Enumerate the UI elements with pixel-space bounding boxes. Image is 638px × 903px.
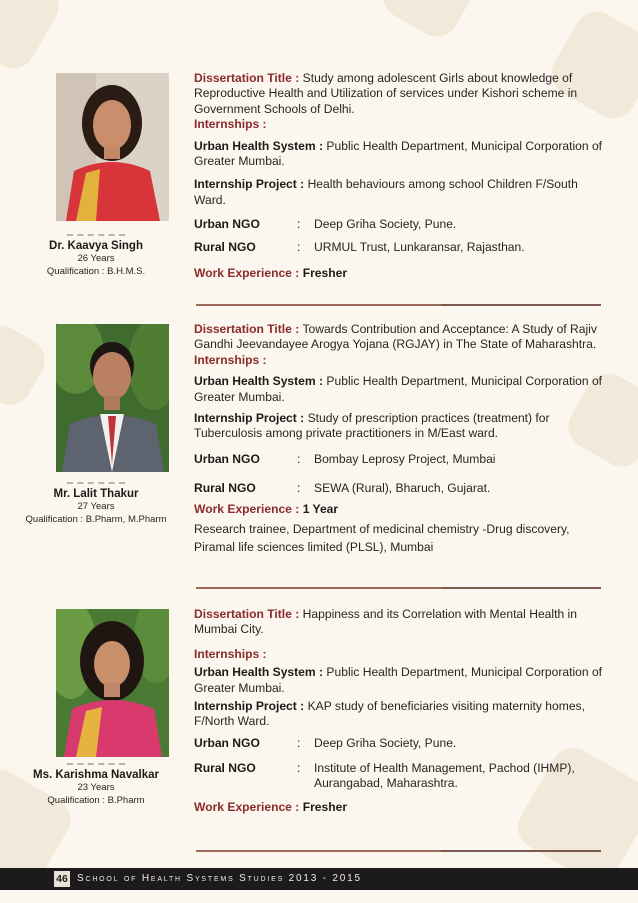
rural-ngo-row: Rural NGO : SEWA (Rural), Bharuch, Gujarat. (194, 481, 606, 501)
work-experience-label: Work Experience : (194, 799, 300, 814)
person-age: 27 Years (77, 501, 115, 512)
work-experience-value: Fresher (302, 266, 348, 281)
person-info (8, 234, 184, 278)
dissertation (194, 322, 606, 353)
urban-ngo-row: Urban NGO : Deep Griha Society, Pune. (194, 217, 606, 237)
divider (67, 482, 125, 484)
dissertation-label: Dissertation Title : (194, 71, 300, 85)
work-experience (194, 800, 606, 815)
rural-ngo-value: Institute of Health Management, Pachod (IHMP), Aurangabad, Maharashtra. (314, 760, 575, 791)
background-shape (375, 0, 484, 45)
rural-ngo-value: URMUL Trust, Lunkaransar, Rajasthan. (314, 240, 525, 255)
urban-ngo-label: Urban NGO (194, 217, 260, 232)
person-info (8, 763, 184, 807)
rural-ngo-value: SEWA (Rural), Bharuch, Gujarat. (314, 480, 491, 495)
rural-ngo-row: Rural NGO : Institute of Health Management, Pachod (IHMP), Aurangabad, Maharashtra. (194, 761, 606, 797)
person-name: Dr. Kaavya Singh (49, 240, 143, 252)
internships-heading: Internships : (194, 117, 267, 132)
section-divider (196, 304, 601, 306)
rural-ngo-label: Rural NGO (194, 480, 256, 495)
internship-project-text: KAP study of beneficiaries visiting maternity homes, F/North Ward. (194, 699, 585, 729)
person-info (8, 482, 184, 526)
dissertation-text: Study among adolescent Girls about knowledge of Reproductive Health and Utilization of services under Kishori scheme in Government Schools of Delhi. (194, 71, 578, 116)
rural-ngo-label: Rural NGO (194, 240, 256, 255)
rural-ngo-label: Rural NGO (194, 760, 256, 775)
urban-ngo-value: Bombay Leprosy Project, Mumbai (314, 451, 496, 466)
dissertation-label: Dissertation Title : (194, 322, 300, 336)
urban-health-system (194, 665, 606, 696)
dissertation-label: Dissertation Title : (194, 607, 300, 621)
profile-details (194, 71, 606, 282)
footer-title: School of Health Systems Studies 2013 - 2015 (77, 873, 362, 884)
urban-ngo-label: Urban NGO (194, 735, 260, 750)
work-experience-label: Work Experience : (194, 266, 300, 281)
dissertation (194, 607, 606, 638)
divider (67, 234, 125, 236)
work-experience-label: Work Experience : (194, 501, 300, 516)
urban-health-system-label: Urban Health System : (194, 374, 324, 389)
section-divider (196, 587, 601, 589)
work-experience (194, 502, 606, 517)
urban-health-system (194, 139, 606, 170)
profile-details (194, 322, 606, 556)
person-qualification: Qualification : B.Pharm (47, 795, 145, 806)
divider (67, 763, 125, 765)
profile-details (194, 607, 606, 815)
urban-health-system-text: Public Health Department, Municipal Corporation of Greater Mumbai. (194, 138, 603, 169)
urban-ngo-row: Urban NGO : Deep Griha Society, Pune. (194, 736, 606, 756)
internship-project-label: Internship Project : (194, 177, 305, 192)
person-age: 23 Years (77, 782, 115, 793)
profile-photo (56, 73, 169, 221)
internship-project (194, 411, 606, 442)
urban-health-system (194, 374, 606, 405)
dissertation-text: Happiness and its Correlation with Mental Health in Mumbai City. (194, 607, 577, 637)
section-divider (196, 850, 601, 852)
internships-heading: Internships : (194, 352, 267, 367)
urban-ngo-label: Urban NGO (194, 451, 260, 466)
internship-project-label: Internship Project : (194, 411, 305, 426)
work-experience-value: Fresher (302, 799, 348, 814)
internship-project-text: Health behaviours among school Children F/South Ward. (194, 177, 578, 207)
person-qualification: Qualification : B.H.M.S. (46, 266, 146, 277)
rural-ngo-row: Rural NGO : URMUL Trust, Lunkaransar, Rajasthan. (194, 240, 606, 260)
urban-ngo-value: Deep Griha Society, Pune. (314, 735, 457, 750)
internship-project (194, 177, 606, 208)
internship-project-text: Study of prescription practices (treatment) for Tuberculosis among private practitioners in M/East ward. (194, 411, 550, 441)
dissertation-text: Towards Contribution and Acceptance: A Study of Rajiv Gandhi Jeevandayee Arogya Yojana (RGJAY) in The State of Maharashtra. (194, 322, 597, 352)
background-shape (0, 317, 53, 413)
person-name: Ms. Karishma Navalkar (33, 769, 159, 781)
person-age: 26 Years (77, 253, 115, 264)
person-qualification: Qualification : B.Pharm, M.Pharm (25, 514, 167, 525)
profile-photo (56, 324, 169, 472)
person-name: Mr. Lalit Thakur (53, 488, 139, 500)
work-experience (194, 266, 606, 281)
urban-health-system-text: Public Health Department, Municipal Corporation of Greater Mumbai. (194, 665, 603, 695)
urban-health-system-text: Public Health Department, Municipal Corporation of Greater Mumbai. (194, 374, 603, 404)
internships-heading: Internships : (194, 646, 267, 661)
page-number: 46 (54, 871, 70, 887)
urban-ngo-value: Deep Griha Society, Pune. (314, 217, 457, 232)
profile-photo (56, 609, 169, 757)
internship-project-label: Internship Project : (194, 699, 305, 714)
internship-project (194, 699, 606, 730)
urban-ngo-row: Urban NGO : Bombay Leprosy Project, Mumbai (194, 452, 606, 472)
work-experience-value: 1 Year (302, 501, 339, 516)
urban-health-system-label: Urban Health System : (194, 138, 324, 153)
work-experience-detail: Research trainee, Department of medicinal chemistry -Drug discovery, Piramal life sciences limited (PLSL), Mumbai (194, 522, 570, 555)
urban-health-system-label: Urban Health System : (194, 665, 324, 680)
dissertation (194, 71, 606, 117)
background-shape (0, 0, 66, 76)
